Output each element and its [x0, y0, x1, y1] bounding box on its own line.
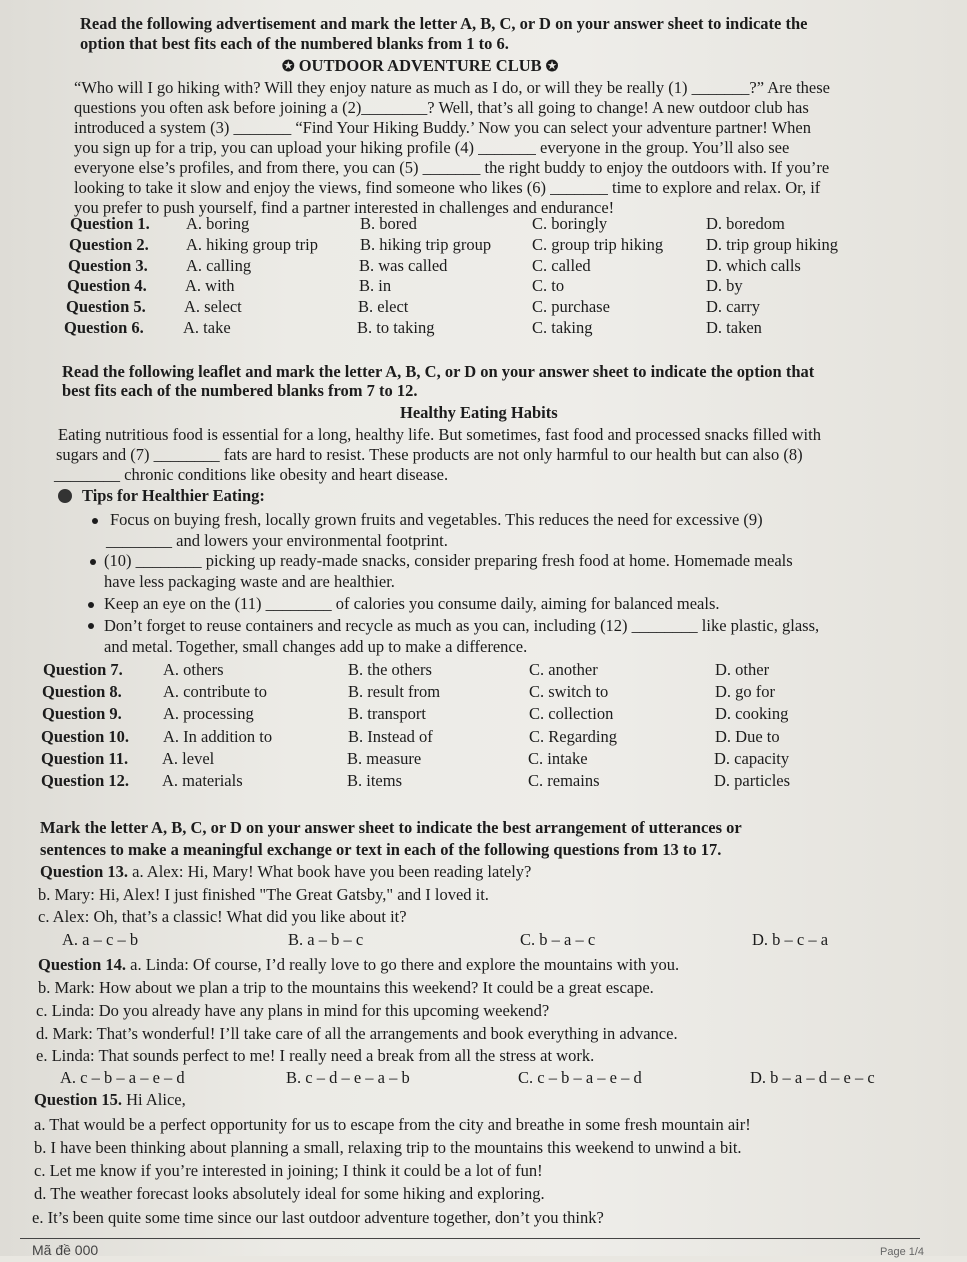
- passage1-line: everyone else’s profiles, and from there, you can (5) _______ the right buddy to enjoy the outdoors with. If you’re: [74, 158, 830, 177]
- option-d[interactable]: D. boredom: [706, 214, 785, 233]
- question-13: [40, 862, 531, 882]
- option-a[interactable]: A. calling: [186, 256, 252, 275]
- option-a[interactable]: A. processing: [163, 704, 254, 723]
- option-b[interactable]: B. result from: [348, 682, 441, 701]
- option-d[interactable]: D. Due to: [715, 727, 780, 746]
- tip-line: Don’t forget to reuse containers and recycle as much as you can, including (12) ________ like plastic, glass,: [104, 616, 820, 635]
- question-label: Question 12.: [41, 771, 130, 790]
- question-label: Question 14.: [38, 955, 127, 974]
- option-d[interactable]: D. which calls: [706, 256, 801, 275]
- option-a[interactable]: A. with: [185, 276, 235, 295]
- option-d[interactable]: D. go for: [715, 682, 776, 701]
- option-c[interactable]: C. taking: [532, 318, 593, 337]
- bullet-icon: [90, 559, 96, 565]
- option-a[interactable]: A. c – b – a – e – d: [60, 1068, 185, 1087]
- option-c[interactable]: C. another: [529, 660, 598, 679]
- option-b[interactable]: B. measure: [347, 749, 422, 768]
- section3-instruction-line2: sentences to make a meaningful exchange or text in each of the following questions from 13 to 17.: [40, 840, 722, 859]
- tip-line: (10) ________ picking up ready-made snacks, consider preparing fresh food at home. Homemade meals: [104, 551, 793, 570]
- utterance-line: b. Mary: Hi, Alex! I just finished "The Great Gatsby," and I loved it.: [38, 885, 489, 904]
- option-b[interactable]: B. elect: [358, 297, 409, 316]
- utterance-line: a. Linda: Of course, I’d really love to go there and explore the mountains with you.: [130, 955, 680, 974]
- letter-line: a. That would be a perfect opportunity for us to escape from the city and breathe in some fresh mountain air!: [34, 1115, 751, 1134]
- utterance-line: d. Mark: That’s wonderful! I’ll take care of all the arrangements and book everything in advance.: [36, 1024, 678, 1043]
- question-label: Question 13.: [40, 862, 129, 881]
- option-a[interactable]: A. materials: [162, 771, 243, 790]
- option-c[interactable]: C. switch to: [529, 682, 609, 701]
- option-b[interactable]: B. transport: [348, 704, 426, 723]
- leaflet-intro-line: Eating nutritious food is essential for a long, healthy life. But sometimes, fast food and processed snacks filled with: [58, 425, 821, 444]
- question-label: Question 1.: [70, 214, 150, 233]
- utterance-line: e. Linda: That sounds perfect to me! I really need a break from all the stress at work.: [36, 1046, 595, 1065]
- option-b[interactable]: B. to taking: [357, 318, 435, 337]
- option-d[interactable]: D. b – c – a: [752, 930, 829, 949]
- option-d[interactable]: D. trip group hiking: [706, 235, 838, 254]
- footer-divider: [20, 1238, 920, 1239]
- option-a[interactable]: A. select: [184, 297, 242, 316]
- tips-heading: Tips for Healthier Eating:: [82, 486, 265, 505]
- option-d[interactable]: D. carry: [706, 297, 761, 316]
- option-c[interactable]: C. to: [532, 276, 565, 295]
- bullet-icon: [88, 623, 94, 629]
- passage1-line: you prefer to push yourself, find a partner interested in challenges and endurance!: [74, 198, 615, 217]
- option-a[interactable]: A. contribute to: [163, 682, 268, 701]
- ornament-icon: ✪: [282, 59, 295, 75]
- option-c[interactable]: C. called: [532, 256, 591, 275]
- question-label: Question 3.: [68, 256, 148, 275]
- option-b[interactable]: B. a – b – c: [288, 930, 364, 949]
- letter-line: b. I have been thinking about planning a small, relaxing trip to the mountains this weekend to unwind a bit.: [34, 1138, 742, 1157]
- option-a[interactable]: A. a – c – b: [62, 930, 139, 949]
- question-label: Question 7.: [43, 660, 123, 679]
- option-d[interactable]: D. taken: [706, 318, 762, 337]
- option-d[interactable]: D. by: [706, 276, 743, 295]
- letter-line: d. The weather forecast looks absolutely ideal for some hiking and exploring.: [34, 1184, 545, 1203]
- question-14: [38, 955, 679, 975]
- option-c[interactable]: C. intake: [528, 749, 588, 768]
- option-a[interactable]: A. level: [162, 749, 215, 768]
- letter-line: c. Let me know if you’re interested in joining; I think it could be a lot of fun!: [34, 1161, 543, 1180]
- option-b[interactable]: B. Instead of: [348, 727, 433, 746]
- section1-instruction-line2: option that best fits each of the numbered blanks from 1 to 6.: [80, 34, 509, 53]
- passage1-line: “Who will I go hiking with? Will they enjoy nature as much as I do, or will they be really (1) _______?” Are these: [74, 78, 831, 97]
- option-c[interactable]: C. Regarding: [529, 727, 617, 746]
- letter-line: e. It’s been quite some time since our last outdoor adventure together, don’t you think?: [32, 1208, 604, 1227]
- option-d[interactable]: D. capacity: [714, 749, 790, 768]
- section2-instruction-line2: best fits each of the numbered blanks from 7 to 12.: [62, 381, 418, 400]
- option-a[interactable]: A. In addition to: [163, 727, 273, 746]
- option-d[interactable]: D. b – a – d – e – c: [750, 1068, 875, 1087]
- section1-title-wrap: [282, 56, 558, 77]
- question-label: Question 11.: [41, 749, 129, 768]
- tips-bullet-icon: [58, 489, 72, 503]
- option-d[interactable]: D. particles: [714, 771, 791, 790]
- option-b[interactable]: B. c – d – e – a – b: [286, 1068, 410, 1087]
- tip-line: and metal. Together, small changes add up to make a difference.: [104, 637, 528, 656]
- section1-instruction-line1: Read the following advertisement and mark the letter A, B, C, or D on your answer sheet to indicate the: [80, 14, 808, 33]
- bullet-icon: [88, 602, 94, 608]
- option-b[interactable]: B. hiking trip group: [360, 235, 492, 254]
- utterance-line: b. Mark: How about we plan a trip to the mountains this weekend? It could be a great escape.: [38, 978, 654, 997]
- tip-line: have less packaging waste and are healthier.: [104, 572, 395, 591]
- option-b[interactable]: B. items: [347, 771, 403, 790]
- option-a[interactable]: A. hiking group trip: [186, 235, 318, 254]
- passage1-line: looking to take it slow and enjoy the views, find someone who likes (6) _______ time to explore and relax. Or, if: [74, 178, 821, 197]
- option-c[interactable]: C. collection: [529, 704, 614, 723]
- question-label: Question 2.: [69, 235, 149, 254]
- option-c[interactable]: C. remains: [528, 771, 600, 790]
- utterance-line: c. Linda: Do you already have any plans in mind for this upcoming weekend?: [36, 1001, 550, 1020]
- question-label: Question 5.: [66, 297, 146, 316]
- passage1-line: questions you often ask before joining a (2)________? Well, that’s all going to change! A new outdoor club has: [74, 98, 809, 117]
- question-label: Question 6.: [64, 318, 144, 337]
- letter-greeting: Hi Alice,: [126, 1090, 186, 1109]
- ornament-icon: ✪: [545, 59, 559, 75]
- option-d[interactable]: D. cooking: [715, 704, 789, 723]
- utterance-line: c. Alex: Oh, that’s a classic! What did you like about it?: [38, 907, 407, 926]
- option-c[interactable]: C. purchase: [532, 297, 610, 316]
- option-a[interactable]: A. boring: [186, 214, 250, 233]
- question-15: [34, 1090, 186, 1110]
- section1-title: OUTDOOR ADVENTURE CLUB: [298, 56, 542, 75]
- option-b[interactable]: B. bored: [360, 214, 417, 233]
- passage1-line: you sign up for a trip, you can upload your hiking profile (4) _______ everyone in the group. You’ll also see: [74, 138, 790, 157]
- leaflet-intro-line: sugars and (7) ________ fats are hard to resist. These products are not only harmful to our health but can also (8): [56, 445, 803, 464]
- option-b[interactable]: B. was called: [359, 256, 448, 275]
- option-b[interactable]: B. the others: [348, 660, 432, 679]
- tip-line: ________ and lowers your environmental footprint.: [106, 531, 448, 550]
- section2-title: Healthy Eating Habits: [400, 403, 558, 422]
- bullet-icon: [92, 518, 98, 524]
- option-d[interactable]: D. other: [715, 660, 770, 679]
- option-c[interactable]: C. boringly: [532, 214, 608, 233]
- option-b[interactable]: B. in: [359, 276, 392, 295]
- passage1-line: introduced a system (3) _______ “Find Your Hiking Buddy.’ Now you can select your adventure partner! When: [74, 118, 811, 137]
- section3-instruction-line1: Mark the letter A, B, C, or D on your answer sheet to indicate the best arrangement of utterances or: [40, 818, 742, 837]
- question-label: Question 4.: [67, 276, 147, 295]
- exam-code: Mã đề 000: [32, 1242, 99, 1258]
- tip-line: Focus on buying fresh, locally grown fruits and vegetables. This reduces the need for excessive (9): [110, 510, 763, 529]
- page-number: Page 1/4: [880, 1246, 925, 1258]
- question-label: Question 15.: [34, 1090, 123, 1109]
- section2-instruction-line1: Read the following leaflet and mark the letter A, B, C, or D on your answer sheet to indicate the option that: [62, 362, 815, 381]
- question-label: Question 8.: [42, 682, 122, 701]
- option-c[interactable]: C. c – b – a – e – d: [518, 1068, 642, 1087]
- utterance-line: a. Alex: Hi, Mary! What book have you been reading lately?: [132, 862, 532, 881]
- option-a[interactable]: A. take: [183, 318, 231, 337]
- option-c[interactable]: C. group trip hiking: [532, 235, 664, 254]
- question-label: Question 10.: [41, 727, 130, 746]
- leaflet-intro-line: ________ chronic conditions like obesity and heart disease.: [54, 465, 449, 484]
- question-label: Question 9.: [42, 704, 122, 723]
- tip-line: Keep an eye on the (11) ________ of calories you consume daily, aiming for balanced meals.: [104, 594, 720, 613]
- option-a[interactable]: A. others: [163, 660, 224, 679]
- option-c[interactable]: C. b – a – c: [520, 930, 596, 949]
